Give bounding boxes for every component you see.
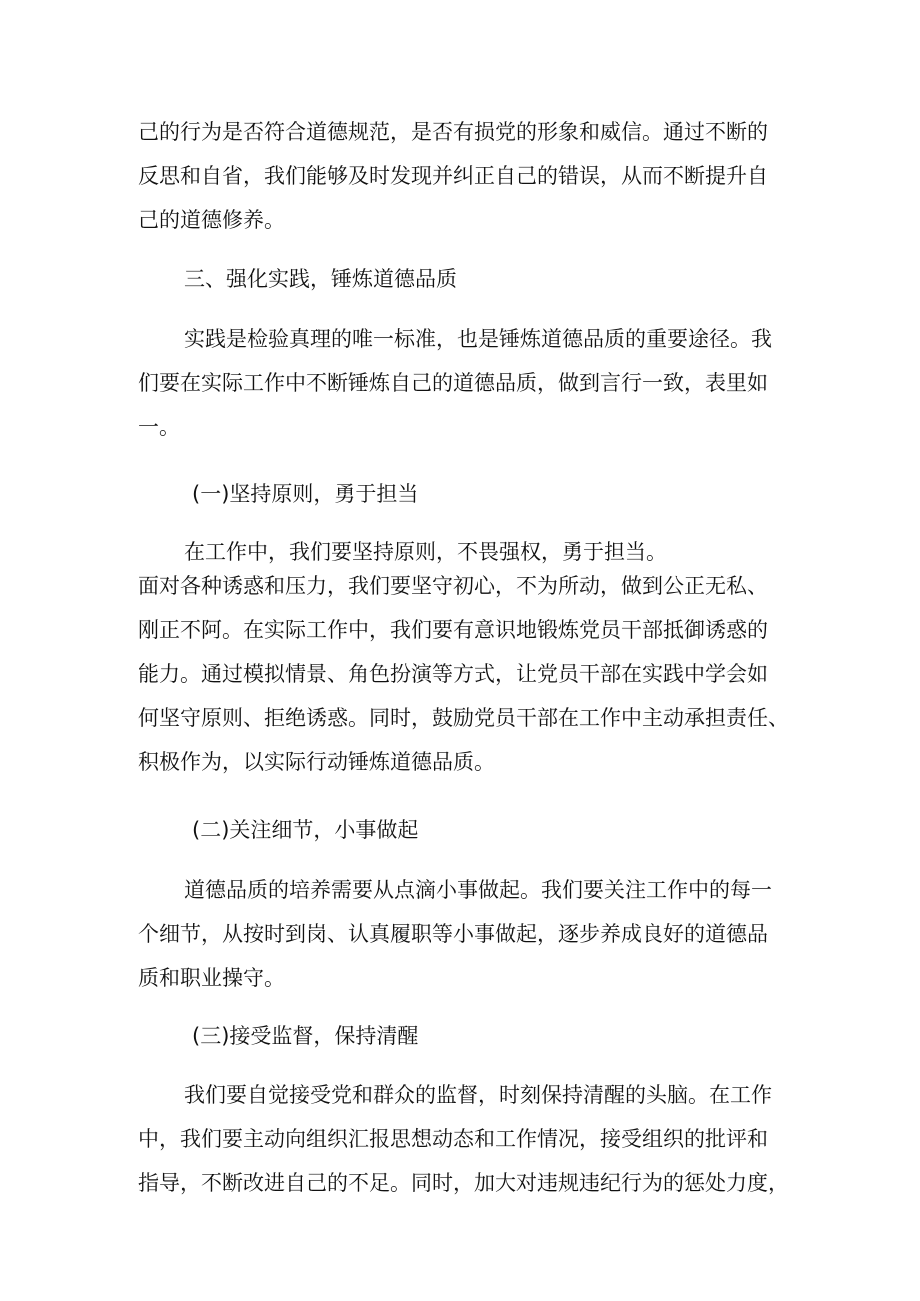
section-heading-3-text: 三、强化实践，锤炼道德品质 (184, 267, 457, 291)
subheading-2 (138, 808, 788, 852)
text-line: 一。 (138, 415, 180, 439)
text-line: 何坚守原则、拒绝诱惑。同时，鼓励党员干部在工作中主动承担责任、 (138, 706, 789, 730)
subheading-2-text: (二)关注细节，小事做起 (192, 818, 419, 842)
subheading-3-text: (三)接受监督，保持清醒 (192, 1024, 419, 1048)
text-line: 我们要自觉接受党和群众的监督，时刻保持清醒的头脑。在工作 (184, 1083, 772, 1107)
text-line: 己的行为是否符合道德规范，是否有损党的形象和威信。通过不断的 (138, 120, 768, 144)
text-line: 质和职业操守。 (138, 966, 285, 990)
paragraph-details (138, 868, 788, 1000)
text-line: 积极作为，以实际行动锤炼道德品质。 (138, 750, 495, 774)
text-line: 道德品质的培养需要从点滴小事做起。我们要关注工作中的每一 (184, 878, 772, 902)
text-line: 己的道德修养。 (138, 208, 285, 232)
text-line: 指导，不断改进自己的不足。同时，加大对违规违纪行为的惩处力度， (138, 1171, 789, 1195)
paragraph-principles (138, 530, 788, 784)
text-line: 面对各种诱惑和压力，我们要坚守初心，不为所动，做到公正无私、 (138, 574, 768, 598)
text-line: 刚正不阿。在实际工作中，我们要有意识地锻炼党员干部抵御诱惑的 (138, 618, 768, 642)
subheading-1-text: (一)坚持原则，勇于担当 (192, 482, 419, 506)
paragraph-practice (138, 317, 788, 449)
subheading-3 (138, 1014, 788, 1058)
subheading-1 (138, 472, 788, 516)
text-line: 实践是检验真理的唯一标准，也是锤炼道德品质的重要途径。我 (184, 327, 772, 351)
text-line: 个细节，从按时到岗、认真履职等小事做起，逐步养成良好的道德品 (138, 922, 768, 946)
paragraph-supervision (138, 1073, 788, 1205)
text-line: 们要在实际工作中不断锤炼自己的道德品质，做到言行一致，表里如 (138, 371, 768, 395)
text-line: 反思和自省，我们能够及时发现并纠正自己的错误，从而不断提升自 (138, 164, 768, 188)
paragraph-self-reflection (138, 110, 788, 242)
text-line: 在工作中，我们要坚持原则，不畏强权，勇于担当。 (184, 540, 667, 564)
section-heading-3 (138, 257, 788, 301)
text-line: 能力。通过模拟情景、角色扮演等方式，让党员干部在实践中学会如 (138, 662, 768, 686)
text-line: 中，我们要主动向组织汇报思想动态和工作情况，接受组织的批评和 (138, 1127, 768, 1151)
